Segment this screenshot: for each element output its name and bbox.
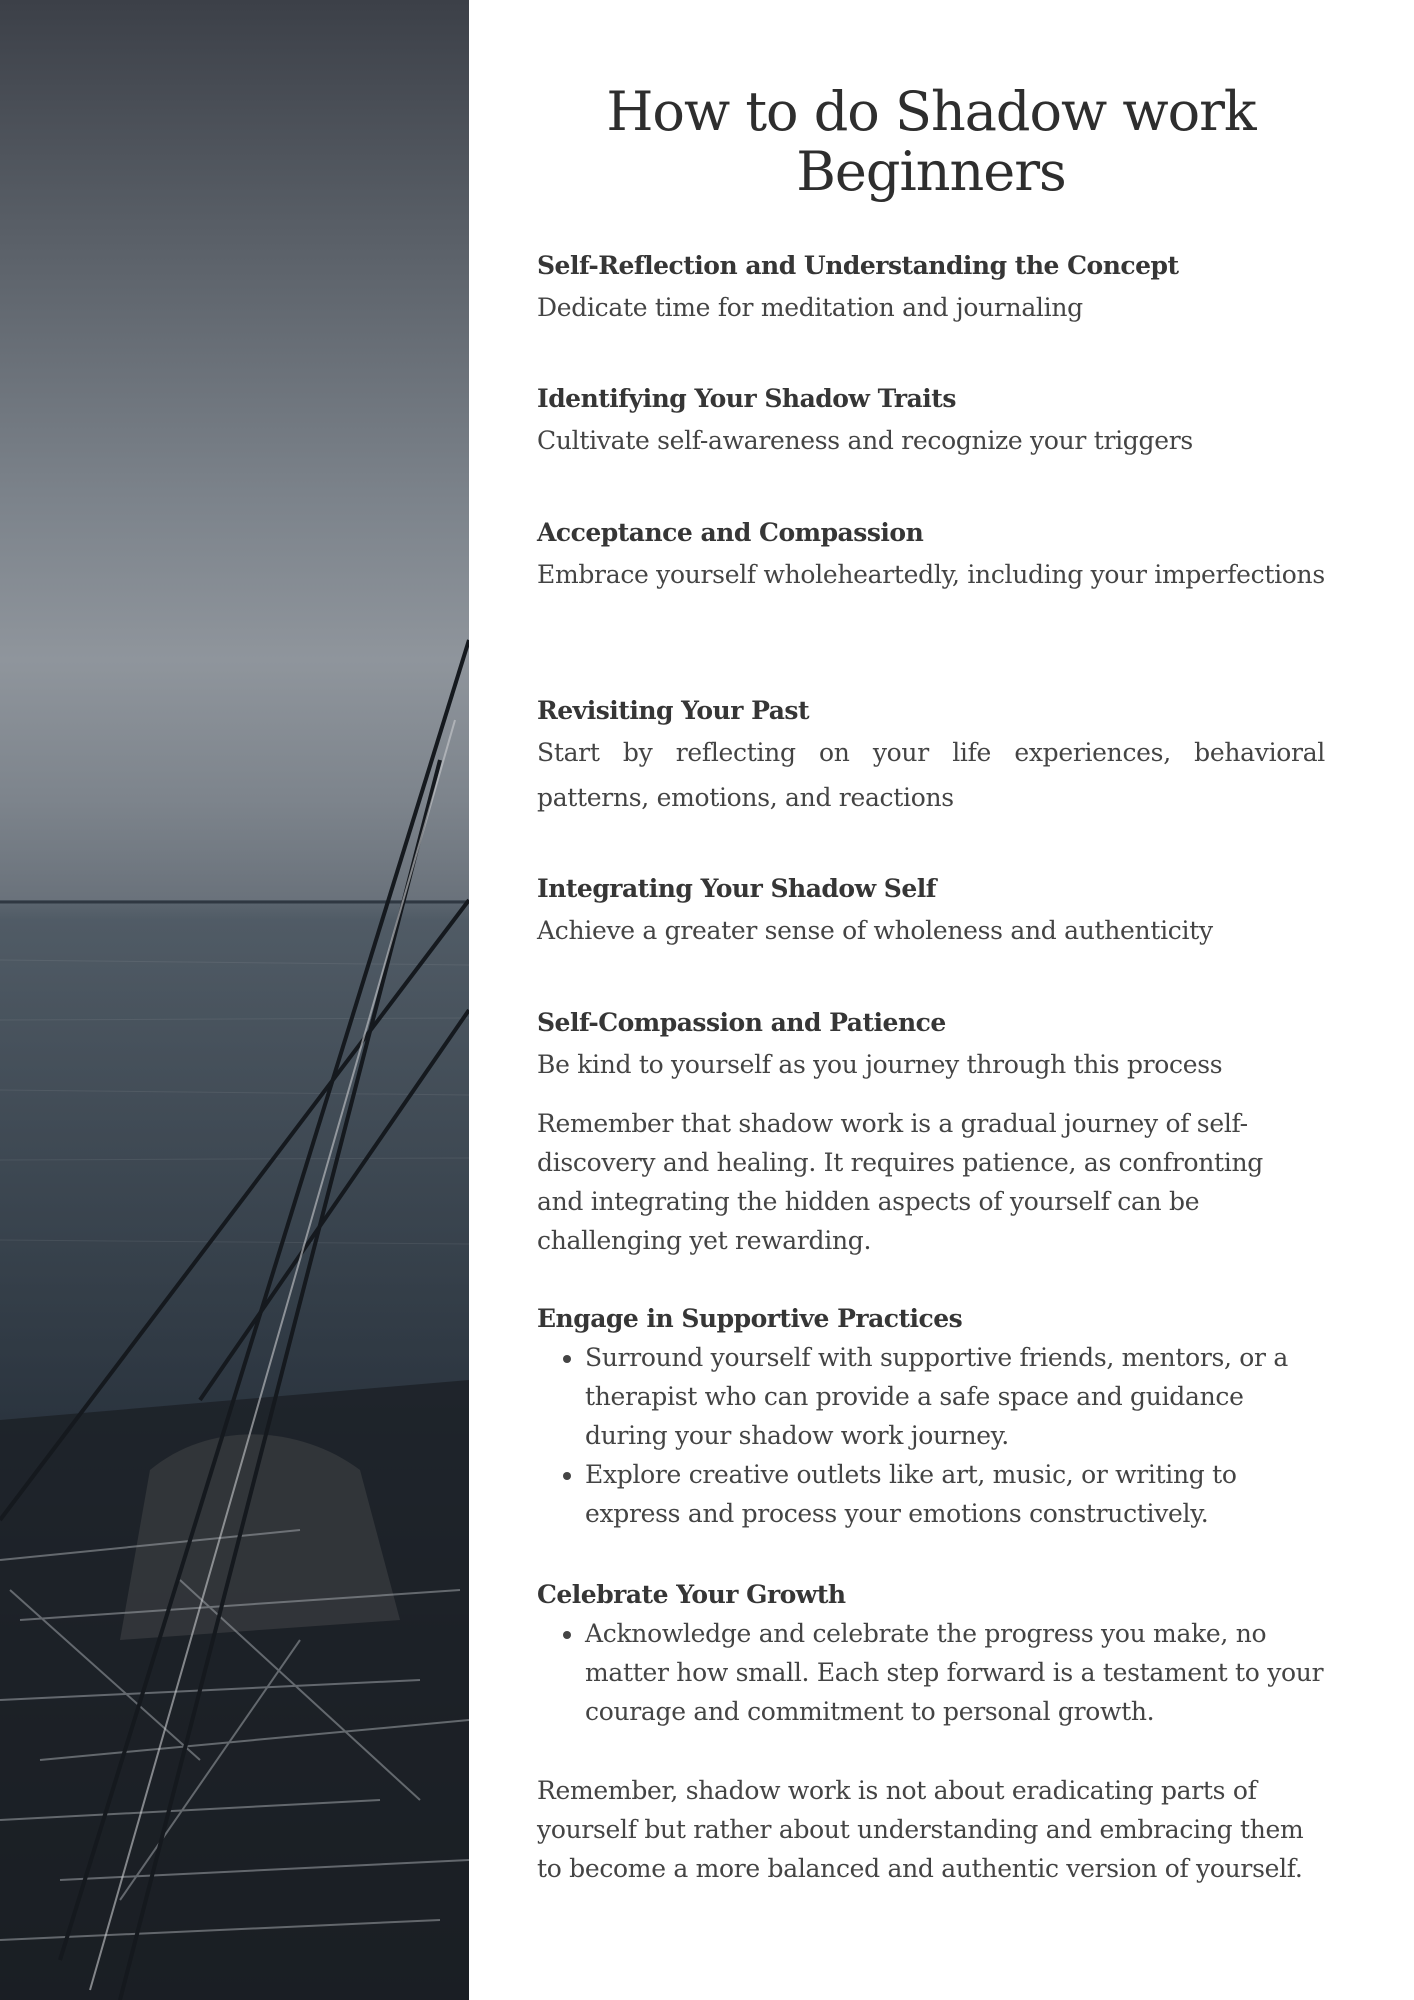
section-shadow-traits (537, 380, 1325, 463)
section-body: Be kind to yourself as you journey through this process (537, 1050, 1223, 1079)
section-past (537, 692, 1325, 820)
section-heading: Celebrate Your Growth (537, 1580, 846, 1609)
growth-list (537, 1614, 1325, 1731)
section-self-reflection (537, 247, 1325, 330)
title-line-1: How to do Shadow work (606, 80, 1256, 143)
section-body: Achieve a greater sense of wholeness and authenticity (537, 916, 1213, 945)
section-heading: Self-Reflection and Understanding the Concept (537, 251, 1179, 280)
section-heading: Acceptance and Compassion (537, 518, 924, 547)
section-heading: Self-Compassion and Patience (537, 1008, 946, 1037)
section-self-compassion (537, 1004, 1325, 1087)
remember-paragraph-1: Remember that shadow work is a gradual journey of self-discovery and healing. It requires patience, as confronting and integrating the hidden aspects of yourself can be challenging yet rewarding. (537, 1109, 1263, 1255)
section-heading: Engage in Supportive Practices (537, 1304, 963, 1333)
reeds-illustration (0, 0, 469, 2000)
title-line-2: Beginners (796, 140, 1066, 203)
section-body: Start by reflecting on your life experiences, behavioral patterns, emotions, and reactions (537, 738, 1325, 812)
section-integrating (537, 870, 1325, 953)
page-title (537, 82, 1325, 202)
list-item: • Explore creative outlets like art, music, or writing to express and process your emotions constructively. (585, 1455, 1325, 1533)
section-heading: Revisiting Your Past (537, 696, 810, 725)
section-supportive-practices (537, 1300, 1325, 1533)
section-body: Dedicate time for meditation and journaling (537, 293, 1083, 322)
list-item: • Acknowledge and celebrate the progress you make, no matter how small. Each step forward is a testament to your courage and commitment to personal growth. (585, 1614, 1325, 1731)
section-acceptance (537, 514, 1325, 597)
section-heading: Identifying Your Shadow Traits (537, 384, 956, 413)
section-body: Embrace yourself wholeheartedly, including your imperfections (537, 560, 1325, 589)
list-item: • Surround yourself with supportive friends, mentors, or a therapist who can provide a safe space and guidance during your shadow work journey. (585, 1338, 1325, 1455)
cover-photo (0, 0, 469, 2000)
section-celebrate-growth (537, 1576, 1325, 1731)
section-heading: Integrating Your Shadow Self (537, 874, 937, 903)
supportive-list (537, 1338, 1325, 1533)
remember-paragraph-2: Remember, shadow work is not about eradicating parts of yourself but rather about understanding and embracing them to become a more balanced and authentic version of yourself. (537, 1776, 1304, 1883)
section-body: Cultivate self-awareness and recognize your triggers (537, 426, 1193, 455)
